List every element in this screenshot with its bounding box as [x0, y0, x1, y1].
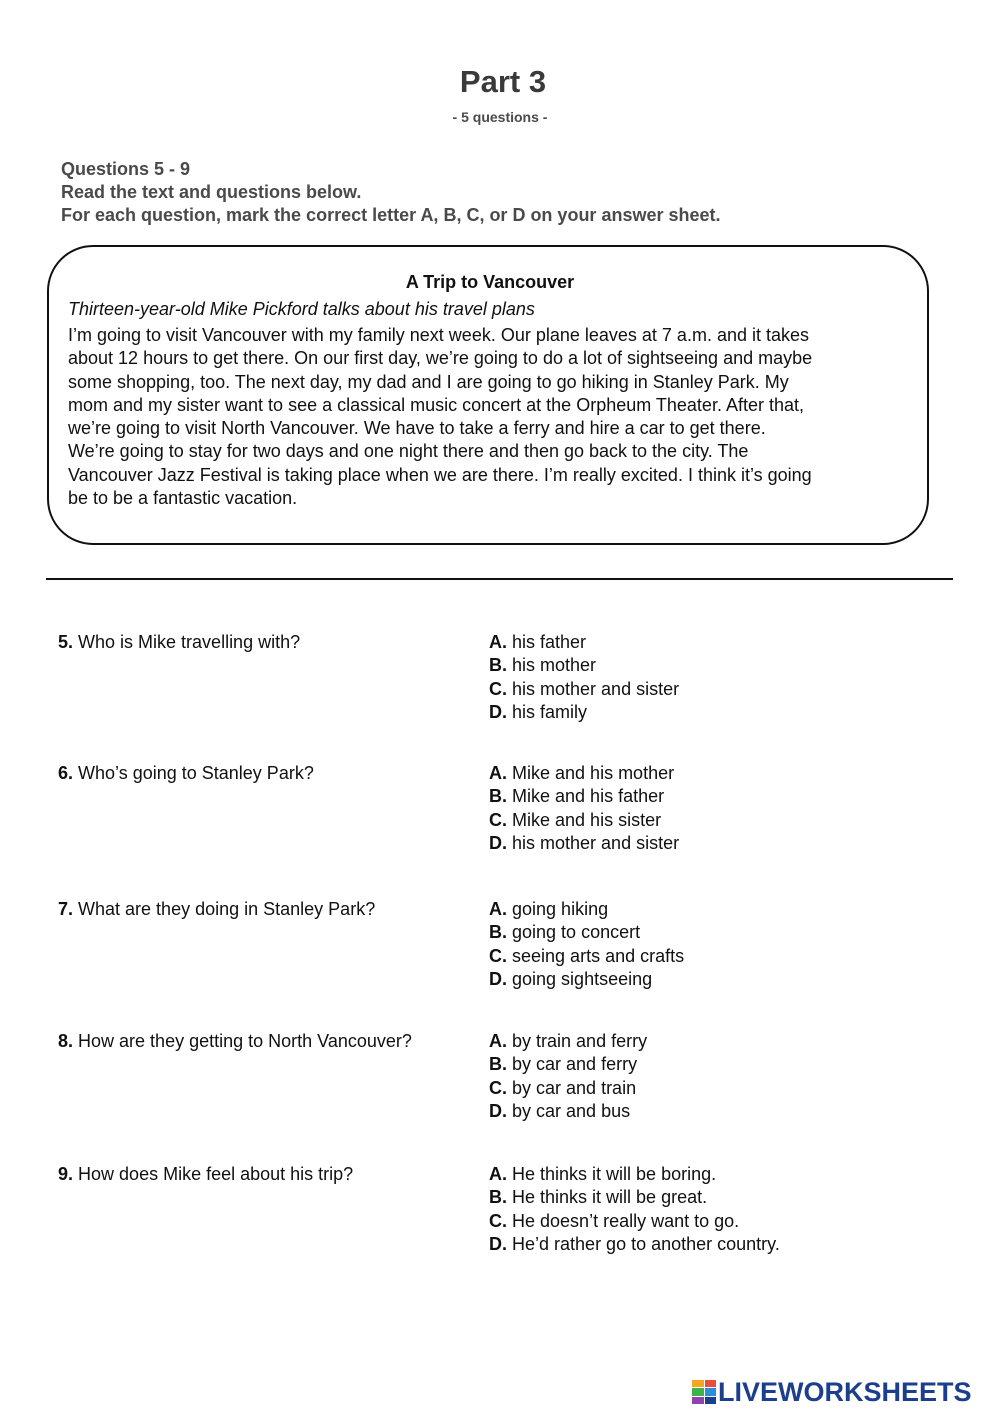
option-letter: B. [489, 786, 507, 807]
option-letter: A. [489, 899, 507, 919]
section-divider [46, 578, 953, 580]
option-text: his father [512, 632, 587, 652]
logo-text: LIVEWORKSHEETS [718, 1376, 972, 1407]
instructions [61, 158, 961, 227]
option-letter: D. [489, 701, 507, 722]
option-letter: A. [489, 632, 507, 652]
instructions-mark: For each question, mark the correct letter A, B, C, or D on your answer sheet. [61, 205, 721, 225]
option-text: seeing arts and crafts [512, 945, 685, 966]
option-text: He’d rather go to another country. [512, 1233, 780, 1254]
option-letter: B. [489, 1187, 507, 1208]
logo-tile [692, 1388, 704, 1395]
option-letter: D. [489, 1233, 507, 1254]
question-text: What are they doing in Stanley Park? [78, 899, 376, 919]
answer-options [489, 1030, 929, 1123]
passage-line: mom and my sister want to see a classical music concert at the Orpheum Theater. After that, [68, 394, 804, 415]
question-7 [58, 898, 938, 998]
passage-line: some shopping, too. The next day, my dad and I are going to go hiking in Stanley Park. My [68, 371, 789, 392]
answer-option-a[interactable] [489, 1163, 929, 1186]
answer-option-b[interactable] [489, 921, 929, 944]
option-text: going sightseeing [512, 968, 653, 989]
option-letter: A. [489, 763, 507, 783]
question-text: Who is Mike travelling with? [78, 632, 301, 652]
logo-tile [705, 1388, 717, 1395]
answer-option-b[interactable] [489, 1186, 929, 1209]
question-8 [58, 1030, 938, 1130]
option-letter: D. [489, 832, 507, 853]
passage-box [47, 245, 929, 545]
logo-icon [692, 1380, 716, 1404]
answer-option-d[interactable] [489, 701, 929, 724]
option-text: by train and ferry [512, 1031, 648, 1051]
option-letter: C. [489, 809, 507, 830]
option-letter: C. [489, 1210, 507, 1231]
logo-tile [705, 1397, 717, 1404]
answer-options [489, 898, 929, 991]
option-letter: A. [489, 1031, 507, 1051]
option-letter: D. [489, 1100, 507, 1121]
option-text: going to concert [512, 922, 641, 943]
option-letter: B. [489, 922, 507, 943]
option-letter: C. [489, 945, 507, 966]
passage-line: about 12 hours to get there. On our first day, we’re going to do a lot of sightseeing and maybe [68, 348, 813, 369]
passage-line: we’re going to visit North Vancouver. We have to take a ferry and hire a car to get there. [68, 418, 766, 439]
page-subtitle: - 5 questions - [452, 109, 548, 125]
option-text: going hiking [512, 899, 609, 919]
option-text: by car and train [512, 1077, 637, 1098]
answer-option-c[interactable] [489, 809, 929, 832]
option-letter: C. [489, 1077, 507, 1098]
question-number: 9. [58, 1164, 74, 1184]
answer-option-c[interactable] [489, 945, 929, 968]
answer-options [489, 1163, 929, 1256]
answer-option-c[interactable] [489, 1077, 929, 1100]
question-number: 8. [58, 1031, 74, 1051]
question-5 [58, 631, 938, 731]
instructions-range: Questions 5 - 9 [61, 159, 191, 179]
answer-option-d[interactable] [489, 1233, 929, 1256]
option-text: He thinks it will be boring. [512, 1164, 717, 1184]
question-9 [58, 1163, 938, 1263]
option-text: He thinks it will be great. [512, 1187, 708, 1208]
passage-line: I’m going to visit Vancouver with my family next week. Our plane leaves at 7 a.m. and it takes [68, 325, 809, 345]
option-letter: B. [489, 1054, 507, 1075]
answer-option-b[interactable] [489, 785, 929, 808]
passage-subtitle: Thirteen-year-old Mike Pickford talks about his travel plans [68, 299, 535, 319]
answer-option-d[interactable] [489, 1100, 929, 1123]
answer-options [489, 762, 929, 855]
option-text: Mike and his mother [512, 763, 675, 783]
question-number: 7. [58, 899, 74, 919]
logo-tile [692, 1397, 704, 1404]
option-letter: B. [489, 655, 507, 676]
option-text: by car and bus [512, 1100, 631, 1121]
passage-line: Vancouver Jazz Festival is taking place when we are there. I’m really excited. I think it’s going [68, 464, 812, 485]
option-letter: A. [489, 1164, 507, 1184]
option-text: He doesn’t really want to go. [512, 1210, 740, 1231]
answer-option-b[interactable] [489, 654, 929, 677]
question-stem [58, 762, 478, 785]
passage-body [68, 324, 916, 510]
passage-line: be to be a fantastic vacation. [68, 488, 298, 509]
question-number: 6. [58, 763, 74, 783]
passage-line: We’re going to stay for two days and one night there and then go back to the city. The [68, 441, 749, 462]
logo-tile [705, 1380, 717, 1387]
answer-option-d[interactable] [489, 832, 929, 855]
answer-option-a[interactable] [489, 631, 929, 654]
question-text: How are they getting to North Vancouver? [78, 1031, 412, 1051]
option-text: Mike and his sister [512, 809, 662, 830]
option-text: Mike and his father [512, 786, 665, 807]
answer-option-c[interactable] [489, 1210, 929, 1233]
answer-option-a[interactable] [489, 898, 929, 921]
option-text: by car and ferry [512, 1054, 638, 1075]
question-text: Who’s going to Stanley Park? [78, 763, 314, 783]
answer-options [489, 631, 929, 724]
answer-option-a[interactable] [489, 1030, 929, 1053]
question-stem [58, 898, 478, 921]
liveworksheets-logo[interactable] [692, 1376, 972, 1408]
instructions-read: Read the text and questions below. [61, 182, 362, 202]
question-stem [58, 1030, 478, 1053]
question-text: How does Mike feel about his trip? [78, 1164, 354, 1184]
option-text: his mother [512, 655, 597, 676]
question-stem [58, 631, 478, 654]
answer-option-d[interactable] [489, 968, 929, 991]
question-number: 5. [58, 632, 74, 652]
option-letter: C. [489, 678, 507, 699]
passage-title: A Trip to Vancouver [405, 272, 575, 292]
option-letter: D. [489, 968, 507, 989]
option-text: his mother and sister [512, 678, 680, 699]
question-stem [58, 1163, 478, 1186]
answer-option-c[interactable] [489, 678, 929, 701]
option-text: his mother and sister [512, 832, 680, 853]
logo-tile [692, 1380, 704, 1387]
page-title: Part 3 [459, 64, 547, 99]
answer-option-b[interactable] [489, 1053, 929, 1076]
option-text: his family [512, 701, 588, 722]
answer-option-a[interactable] [489, 762, 929, 785]
question-6 [58, 762, 938, 862]
